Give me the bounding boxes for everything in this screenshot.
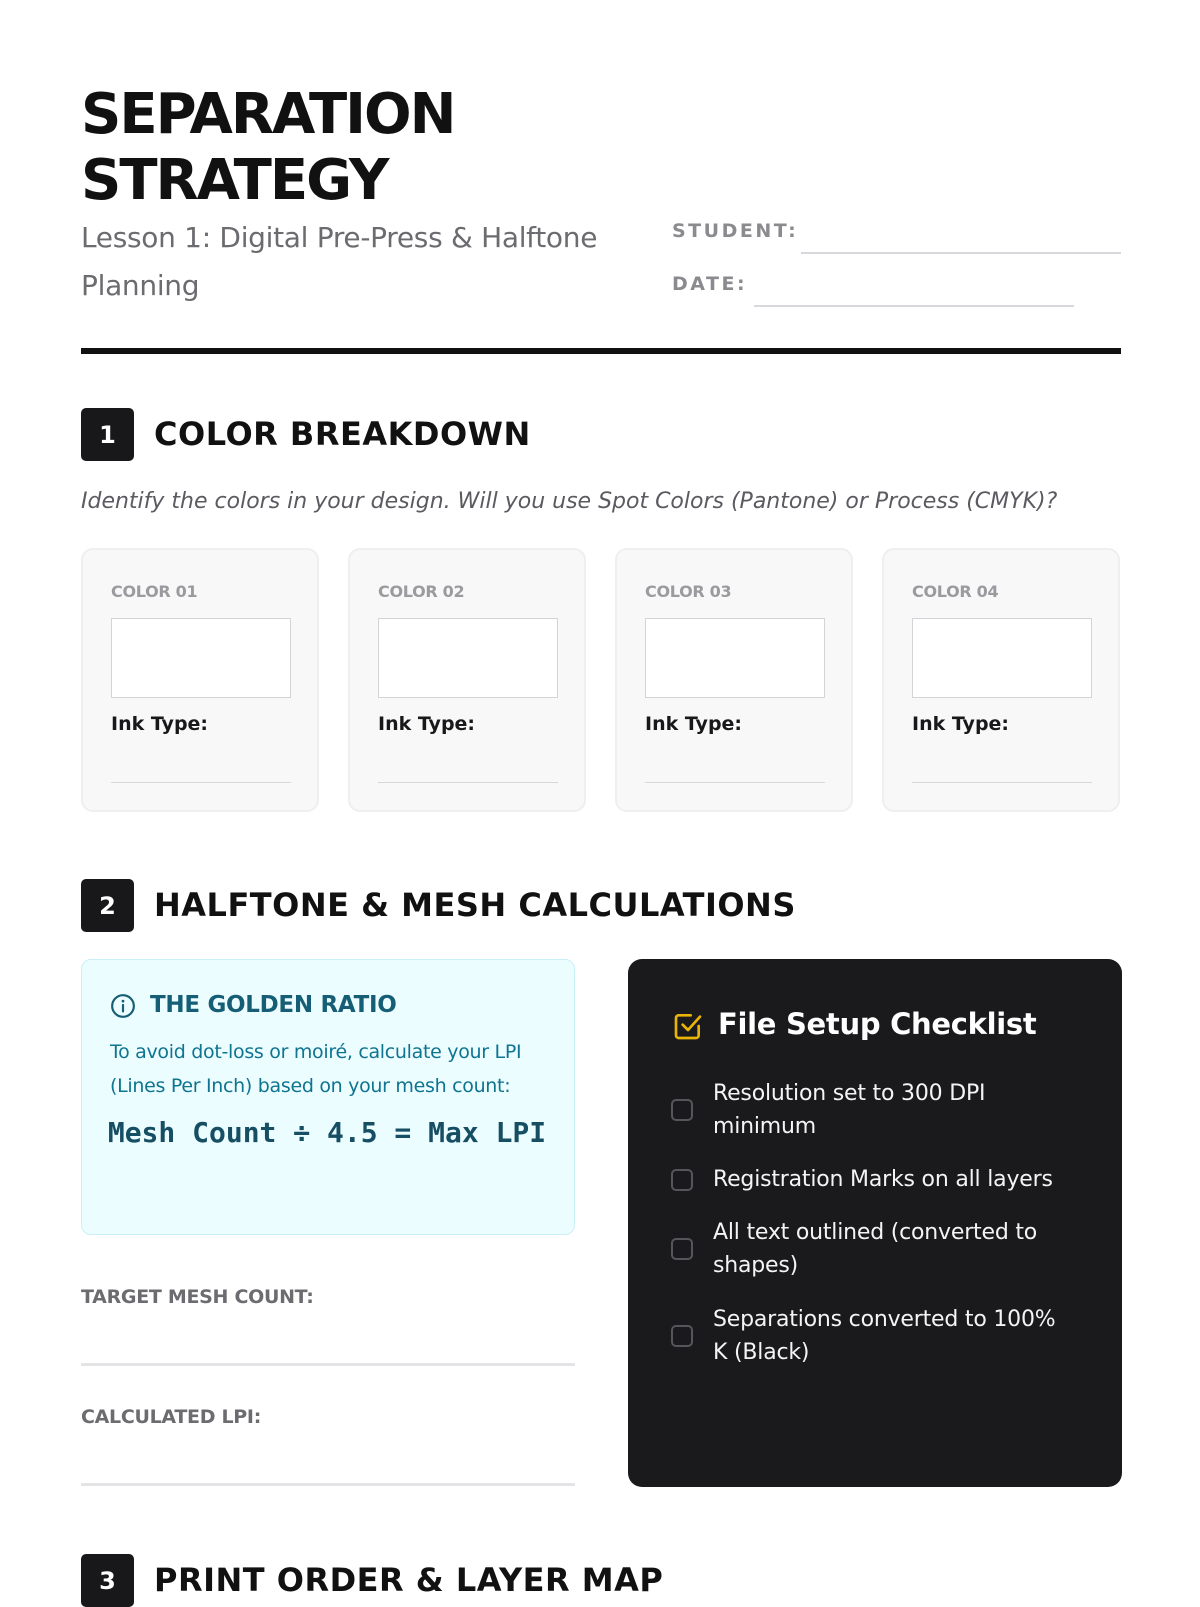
ink-type-label: Ink Type: — [111, 713, 209, 735]
color-swatch-box[interactable] — [111, 618, 291, 698]
mesh-count-line[interactable] — [81, 1363, 575, 1366]
color-card-3 — [615, 548, 853, 812]
checklist-item-label: Registration Marks on all layers — [713, 1167, 1053, 1192]
ink-type-label: Ink Type: — [378, 713, 476, 735]
section-3-number: 3 — [81, 1554, 134, 1607]
mesh-count-label: TARGET MESH COUNT: — [81, 1286, 314, 1308]
section-2-number: 2 — [81, 879, 134, 932]
color-swatch-box[interactable] — [378, 618, 558, 698]
color-card-4 — [882, 548, 1120, 812]
header-divider — [81, 348, 1121, 354]
color-card-label: COLOR 03 — [645, 582, 732, 601]
section-1-number: 1 — [81, 408, 134, 461]
ink-type-line[interactable] — [645, 782, 825, 783]
checklist-item[interactable] — [671, 1216, 1063, 1282]
section-1-title: COLOR BREAKDOWN — [154, 415, 531, 453]
section-2-title: HALFTONE & MESH CALCULATIONS — [154, 886, 796, 924]
ink-type-line[interactable] — [378, 782, 558, 783]
golden-ratio-text: To avoid dot-loss or moiré, calculate your LPI (Lines Per Inch) based on your mesh count: — [110, 1041, 522, 1097]
title-line-1: SEPARATION — [81, 82, 455, 147]
ink-type-line[interactable] — [912, 782, 1092, 783]
color-swatch-box[interactable] — [912, 618, 1092, 698]
color-instructions: Identify the colors in your design. Will you use Spot Colors (Pantone) or Process (CMYK)? — [81, 489, 1058, 514]
file-setup-checklist — [628, 959, 1122, 1487]
worksheet-page — [81, 0, 1121, 1600]
ink-type-label: Ink Type: — [645, 713, 743, 735]
page-title — [81, 82, 681, 214]
title-line-2: STRATEGY — [81, 148, 388, 213]
golden-ratio-title: THE GOLDEN RATIO — [150, 992, 397, 1018]
lpi-formula: Mesh Count ÷ 4.5 = Max LPI — [107, 1116, 547, 1149]
checkbox-checked-icon — [672, 1010, 704, 1042]
color-card-label: COLOR 02 — [378, 582, 465, 601]
section-3-title: PRINT ORDER & LAYER MAP — [154, 1561, 664, 1599]
page-subtitle: Lesson 1: Digital Pre-Press & Halftone Planning — [81, 221, 598, 302]
date-label: DATE: — [672, 273, 748, 295]
date-line[interactable] — [754, 305, 1074, 307]
checklist-item-label: Resolution set to 300 DPI minimum — [713, 1081, 986, 1139]
color-card-label: COLOR 01 — [111, 582, 198, 601]
color-card-label: COLOR 04 — [912, 582, 999, 601]
golden-ratio-callout — [81, 959, 575, 1235]
checkbox[interactable] — [671, 1169, 693, 1191]
checklist-item[interactable] — [671, 1163, 1063, 1196]
checklist-title: File Setup Checklist — [718, 1007, 1037, 1041]
color-swatch-box[interactable] — [645, 618, 825, 698]
student-name-line[interactable] — [801, 252, 1121, 254]
checklist-item[interactable] — [671, 1077, 1063, 1143]
calculated-lpi-label: CALCULATED LPI: — [81, 1406, 261, 1428]
ink-type-line[interactable] — [111, 782, 291, 783]
info-icon — [110, 993, 136, 1019]
checkbox[interactable] — [671, 1238, 693, 1260]
checklist-item[interactable] — [671, 1303, 1063, 1369]
checkbox[interactable] — [671, 1099, 693, 1121]
calculated-lpi-line[interactable] — [81, 1483, 575, 1486]
color-card-2 — [348, 548, 586, 812]
checkbox[interactable] — [671, 1325, 693, 1347]
color-card-1 — [81, 548, 319, 812]
ink-type-label: Ink Type: — [912, 713, 1010, 735]
student-label: STUDENT: — [672, 220, 799, 242]
checklist-item-label: Separations converted to 100% K (Black) — [713, 1307, 1056, 1365]
checklist-item-label: All text outlined (converted to shapes) — [713, 1220, 1038, 1278]
